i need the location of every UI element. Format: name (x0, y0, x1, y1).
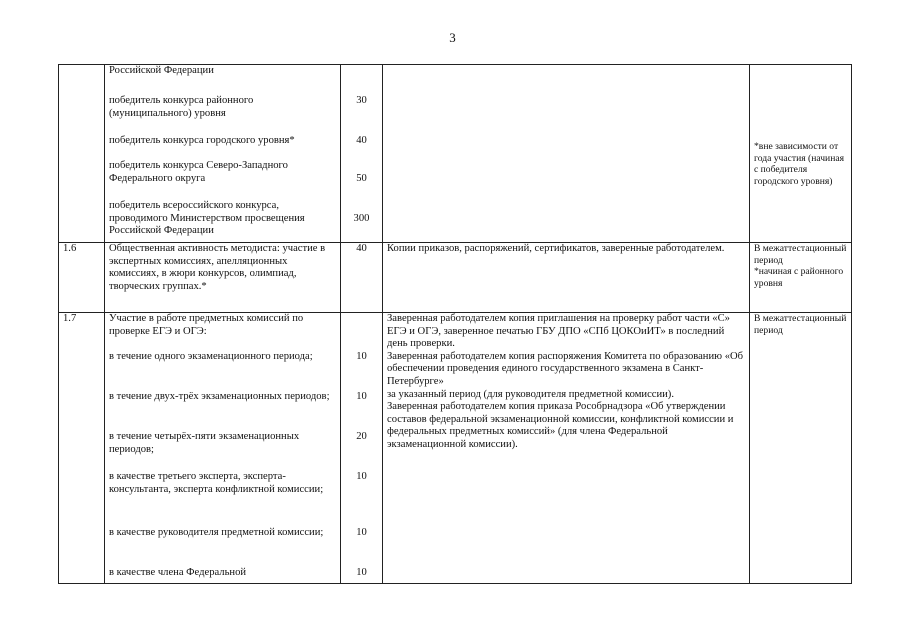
points-value: 10 (356, 471, 367, 482)
points-value: 10 (356, 527, 367, 538)
criteria-line: победитель конкурса Северо-Западного Федерального округа (109, 160, 288, 184)
criteria-line: победитель всероссийского конкурса, проводимого Министерством просвещения Российской Федерации (109, 200, 305, 237)
points-value (341, 313, 382, 351)
row-number: 1.6 (59, 243, 105, 313)
criteria-line: победитель конкурса районного (муниципального) уровня (109, 95, 254, 119)
points-value: 10 (356, 567, 367, 578)
table-row (59, 313, 852, 584)
page-number: 3 (449, 30, 456, 45)
points-value: 300 (353, 213, 370, 224)
criteria-cell (105, 243, 341, 313)
points-value (341, 65, 382, 95)
points-value: 30 (356, 95, 367, 106)
criteria-line: в качестве руководителя предметной комиссии; (109, 527, 324, 538)
row-number: 1.7 (59, 313, 105, 584)
points-cell (341, 243, 383, 313)
points-cell (341, 65, 383, 243)
note-cell (750, 65, 852, 243)
criteria-line: Участие в работе предметных комиссий по проверке ЕГЭ и ОГЭ: (109, 313, 304, 337)
points-value: 10 (356, 351, 367, 362)
table-row (59, 65, 852, 243)
criteria-line: в качестве третьего эксперта, эксперта-консультанта, эксперта конфликтной комиссии; (109, 471, 324, 495)
criteria-line: Российской Федерации (109, 65, 214, 76)
note-cell: В межаттестационный период (750, 313, 852, 584)
criteria-line: в течение одного экзаменационного периода; (109, 351, 313, 362)
criteria-cell (105, 313, 341, 584)
criteria-line: победитель конкурса городского уровня* (109, 135, 295, 146)
documents-cell: Копии приказов, распоряжений, сертификатов, заверенные работодателем. (383, 243, 750, 313)
table-row (59, 243, 852, 313)
note-cell: В межаттестационный период *начиная с районного уровня (750, 243, 852, 313)
criteria-line: Общественная активность методиста: участие в экспертных комиссиях, апелляционных комиссиях, в жюри конкурсов, олимпиад, творческих группах.* (109, 243, 326, 292)
points-value: 50 (356, 173, 367, 184)
points-value: 40 (356, 135, 367, 146)
points-value: 20 (356, 431, 367, 442)
documents-cell: Заверенная работодателем копия приглашения на проверку работ части «С» ЕГЭ и ОГЭ, заверенное печатью ГБУ ДПО «СПб ЦОКОиИТ» в последний день проверки. Заверенная работодателем копия распоряжения Комитета по образованию «Об обеспечении проведения единого государственного экзамена в Санкт-Петербурге» за указанный период (для руководителя предметной комиссии). Заверенная работодателем копия приказа Рособрнадзора «Об утверждении составов федеральной экзаменационной комиссии, конфликтной комиссии и федеральных предметных комиссий» (для члена Федеральной экзаменационной комиссии). (383, 313, 750, 584)
row-number (59, 65, 105, 243)
criteria-line: в качестве члена Федеральной (109, 567, 247, 578)
criteria-line: в течение двух-трёх экзаменационных периодов; (109, 391, 330, 402)
points-value: 10 (356, 391, 367, 402)
criteria-line: в течение четырёх-пяти экзаменационных периодов; (109, 431, 300, 455)
criteria-table (58, 64, 852, 584)
criteria-cell (105, 65, 341, 243)
note-text: *вне зависимости от года участия (начиная с победителя городского уровня) (754, 141, 844, 187)
documents-cell (383, 65, 750, 243)
points-cell (341, 313, 383, 584)
points-value: 40 (356, 243, 367, 254)
